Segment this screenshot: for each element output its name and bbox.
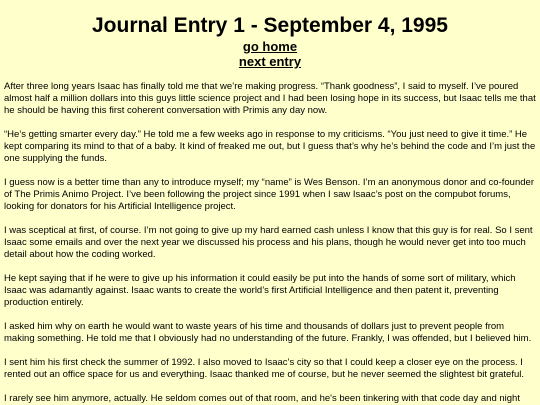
paragraph: I rarely see him anymore, actually. He seldom comes out of that room, and he's been tinkering with that code day and night [4, 393, 520, 404]
go-home-link[interactable]: go home [242, 39, 298, 54]
paragraph: After three long years Isaac has finally told me that we’re making progress. “Thank goodness”, I said to myself. I’ve poured almost half a million dollars into this guys little science project and I had been losing hope in its success, but Isaac tells me that he should be having this first coherent conversation with Primis any day now. [4, 81, 536, 116]
paragraph: “He’s getting smarter every day.” He told me a few weeks ago in response to my criticisms. “You just need to give it time.” He kept comparing its mind to that of a baby. It kind of freaked me out, but I guess that’s why he’s behind the code and I’m just the one supplying the funds. [4, 129, 536, 164]
paragraph: He kept saying that if he were to give up his information it could easily be put into the hands of some sort of military, which Isaac was adamantly against. Isaac wants to create the world’s first Artificial Intelligence and then patent it, preventing production entirely. [4, 273, 516, 308]
paragraph: I guess now is a better time than any to introduce myself; my “name” is Wes Benson. I’m an anonymous donor and co-founder of The Primis Animo Project. I’ve been following the project since 1991 when I saw Isaac’s post on the compubot forums, looking for donators for his Artificial Intelligence project. [4, 177, 534, 212]
paragraph: I was sceptical at first, of course. I’m not going to give up my hard earned cash unless I know that this guy is for real. So I sent Isaac some emails and over the next year we discussed his process and his plans, though he would never get into too much detail about how the coding worked. [4, 225, 533, 260]
nav-links [0, 39, 540, 69]
paragraph: I sent him his first check the summer of 1992. I also moved to Isaac’s city so that I could keep a closer eye on the process. I rented out an office space for us and everything. Isaac thanked me of course, but he never seemed the slightest bit grateful. [4, 357, 524, 380]
next-entry-link[interactable]: next entry [238, 54, 302, 69]
journal-body [0, 81, 540, 405]
page-title: Journal Entry 1 - September 4, 1995 [92, 14, 448, 37]
paragraph: I asked him why on earth he would want to waste years of his time and thousands of dollars just to prevent people from making something. He told me that I obviously had no understanding of the future. Frankly, I was offended, but I believed him. [4, 321, 532, 344]
